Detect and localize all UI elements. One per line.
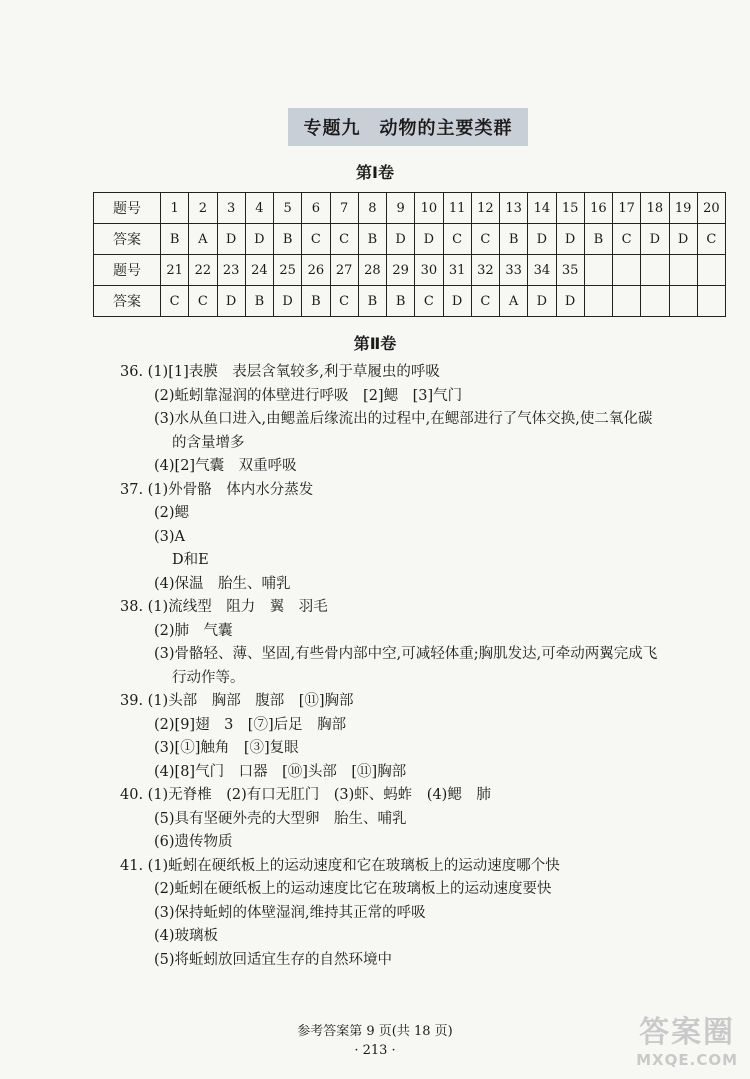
- row-label: 答案: [94, 286, 161, 317]
- table-cell: 24: [245, 255, 273, 286]
- answer-table: [93, 192, 726, 317]
- page-title: 专题九 动物的主要类群: [288, 108, 528, 146]
- watermark-title: 答案圈: [639, 1015, 736, 1050]
- table-cell: 31: [443, 255, 471, 286]
- table-cell: B: [500, 224, 528, 255]
- table-cell: 25: [274, 255, 302, 286]
- table-cell: [641, 286, 669, 317]
- answer-line: (3)水从鱼口进入,由鳃盖后缘流出的过程中,在鳃部进行了气体交换,使二氧化碳: [154, 411, 653, 427]
- answer-line: (3)骨骼轻、薄、坚固,有些骨内部中空,可减轻体重;胸肌发达,可牵动两翼完成飞: [154, 646, 658, 662]
- section-2-heading: 第Ⅱ卷: [353, 334, 397, 353]
- table-cell: B: [358, 224, 386, 255]
- answer-line: (2)[9]翅 3 [⑦]后足 胸部: [154, 716, 347, 733]
- table-cell: C: [443, 224, 471, 255]
- table-cell: D: [443, 286, 471, 317]
- answer-line: 36. (1)[1]表膜 表层含氧较多,利于草履虫的呼吸: [120, 364, 440, 380]
- answer-line: (4)玻璃板: [154, 928, 219, 944]
- table-cell: D: [528, 286, 556, 317]
- table-cell: 7: [330, 193, 358, 224]
- table-cell: C: [613, 224, 641, 255]
- answer-list: [120, 361, 730, 972]
- table-cell: A: [500, 286, 528, 317]
- answer-line: (5)将蚯蚓放回适宜生存的自然环境中: [154, 951, 393, 968]
- table-cell: 23: [217, 255, 245, 286]
- row-label: 答案: [94, 224, 161, 255]
- table-cell: B: [161, 224, 189, 255]
- watermark-logo: [636, 1007, 738, 1069]
- table-cell: 19: [669, 193, 697, 224]
- table-cell: 14: [528, 193, 556, 224]
- table-cell: 12: [471, 193, 499, 224]
- table-cell: D: [556, 224, 584, 255]
- table-cell: [613, 286, 641, 317]
- answer-line: D和E: [172, 552, 209, 568]
- table-answer-row: [94, 286, 726, 317]
- table-cell: D: [387, 224, 415, 255]
- table-cell: 4: [245, 193, 273, 224]
- table-cell: 8: [358, 193, 386, 224]
- table-cell: [697, 255, 725, 286]
- watermark-url: MXQE.COM: [636, 1051, 738, 1069]
- table-cell: D: [556, 286, 584, 317]
- table-cell: B: [584, 224, 612, 255]
- table-cell: C: [330, 224, 358, 255]
- answer-line: 39. (1)头部 胸部 腹部 [⑪]胸部: [120, 693, 354, 709]
- section-1-heading: 第Ⅰ卷: [356, 163, 394, 182]
- answer-line: (4)[8]气门 口器 [⑩]头部 [⑪]胸部: [154, 763, 407, 780]
- table-number-row: [94, 193, 726, 224]
- table-cell: D: [669, 224, 697, 255]
- table-cell: C: [415, 286, 443, 317]
- table-cell: B: [302, 286, 330, 317]
- answer-line: 行动作等。: [172, 669, 245, 686]
- table-cell: D: [415, 224, 443, 255]
- table-cell: B: [358, 286, 386, 317]
- table-cell: [613, 255, 641, 286]
- table-cell: 34: [528, 255, 556, 286]
- table-cell: C: [330, 286, 358, 317]
- table-cell: 30: [415, 255, 443, 286]
- table-cell: 20: [697, 193, 725, 224]
- page-info: 参考答案第 9 页(共 18 页): [297, 1024, 453, 1039]
- answer-line: (3)[①]触角 [③]复眼: [154, 740, 299, 756]
- table-cell: 5: [274, 193, 302, 224]
- table-cell: 1: [161, 193, 189, 224]
- table-cell: 2: [189, 193, 217, 224]
- page-number: · 213 ·: [354, 1043, 396, 1058]
- row-label: 题号: [94, 255, 161, 286]
- table-cell: 10: [415, 193, 443, 224]
- table-cell: 18: [641, 193, 669, 224]
- table-cell: 29: [387, 255, 415, 286]
- table-cell: 9: [387, 193, 415, 224]
- answer-line: (2)鳃: [154, 505, 190, 521]
- table-cell: C: [697, 224, 725, 255]
- answer-line: 的含量增多: [172, 434, 245, 451]
- answer-line: 41. (1)蚯蚓在硬纸板上的运动速度和它在玻璃板上的运动速度哪个快: [120, 857, 560, 874]
- table-cell: D: [245, 224, 273, 255]
- answer-line: (4)[2]气囊 双重呼吸: [154, 458, 297, 474]
- table-cell: D: [528, 224, 556, 255]
- table-cell: B: [274, 224, 302, 255]
- table-cell: C: [189, 286, 217, 317]
- answer-line: 40. (1)无脊椎 (2)有口无肛门 (3)虾、蚂蚱 (4)鳃 肺: [120, 787, 491, 803]
- table-cell: 33: [500, 255, 528, 286]
- table-cell: C: [161, 286, 189, 317]
- table-cell: C: [471, 224, 499, 255]
- table-cell: [669, 286, 697, 317]
- table-cell: B: [387, 286, 415, 317]
- answer-line: (4)保温 胎生、哺乳: [154, 575, 291, 592]
- table-cell: [669, 255, 697, 286]
- table-cell: D: [274, 286, 302, 317]
- table-cell: A: [189, 224, 217, 255]
- table-cell: 6: [302, 193, 330, 224]
- table-cell: [584, 255, 612, 286]
- table-cell: 27: [330, 255, 358, 286]
- answer-line: (5)具有坚硬外壳的大型卵 胎生、哺乳: [154, 810, 407, 827]
- table-cell: C: [471, 286, 499, 317]
- table-cell: D: [217, 224, 245, 255]
- answer-line: 38. (1)流线型 阻力 翼 羽毛: [120, 599, 328, 615]
- table-cell: D: [641, 224, 669, 255]
- table-answer-row: [94, 224, 726, 255]
- table-cell: 15: [556, 193, 584, 224]
- answer-line: (2)肺 气囊: [154, 622, 233, 639]
- table-cell: 28: [358, 255, 386, 286]
- answer-line: (3)保持蚯蚓的体壁湿润,维持其正常的呼吸: [154, 904, 426, 921]
- table-cell: 21: [161, 255, 189, 286]
- table-number-row: [94, 255, 726, 286]
- table-cell: 13: [500, 193, 528, 224]
- table-cell: 32: [471, 255, 499, 286]
- table-cell: [584, 286, 612, 317]
- table-cell: B: [245, 286, 273, 317]
- answer-line: (6)遗传物质: [154, 834, 233, 850]
- table-cell: 22: [189, 255, 217, 286]
- answer-line: (2)蚯蚓靠湿润的体壁进行呼吸 [2]鳃 [3]气门: [154, 387, 463, 404]
- table-cell: 17: [613, 193, 641, 224]
- table-cell: D: [217, 286, 245, 317]
- table-cell: [641, 255, 669, 286]
- table-cell: 16: [584, 193, 612, 224]
- table-cell: 26: [302, 255, 330, 286]
- table-cell: 11: [443, 193, 471, 224]
- answer-line: (2)蚯蚓在硬纸板上的运动速度比它在玻璃板上的运动速度要快: [154, 881, 552, 897]
- row-label: 题号: [94, 193, 161, 224]
- table-cell: [697, 286, 725, 317]
- answer-line: (3)A: [154, 528, 186, 545]
- answer-line: 37. (1)外骨骼 体内水分蒸发: [120, 481, 314, 498]
- table-cell: 3: [217, 193, 245, 224]
- table-cell: C: [302, 224, 330, 255]
- table-cell: 35: [556, 255, 584, 286]
